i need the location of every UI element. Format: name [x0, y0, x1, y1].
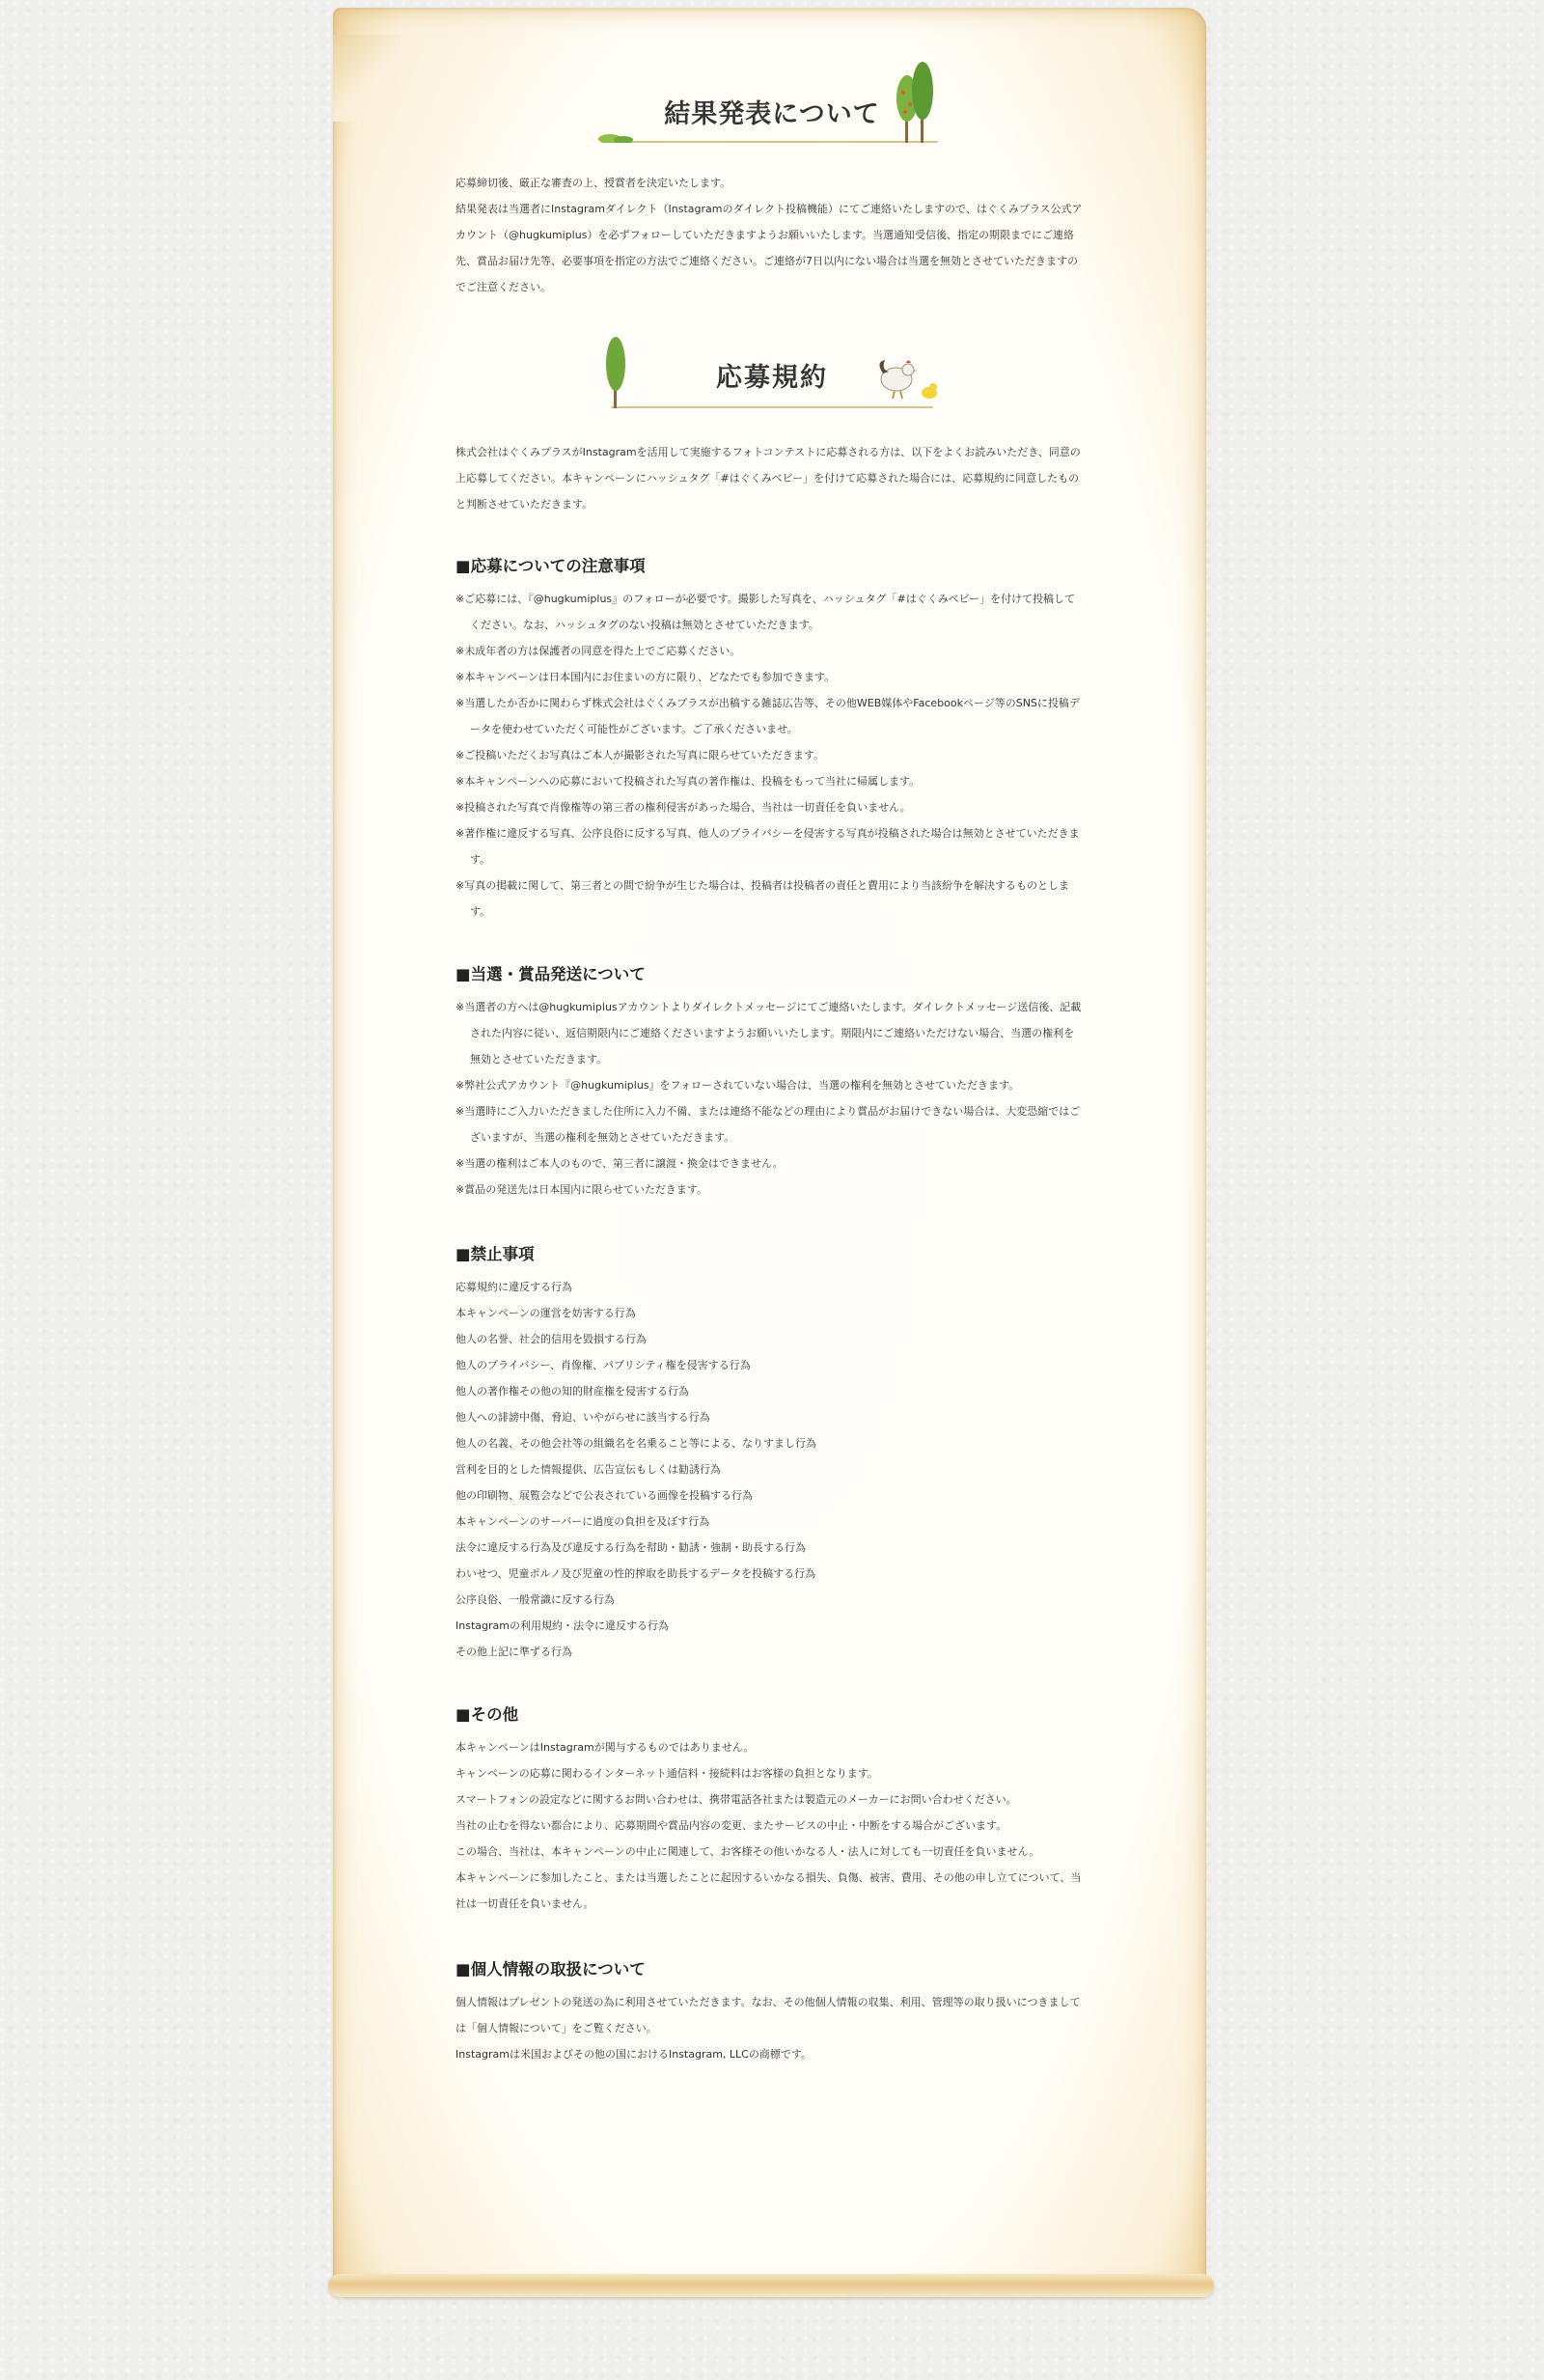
prohibited-item: 法令に違反する行為及び違反する行為を幇助・勧誘・強制・助長する行為	[455, 1541, 806, 1554]
prohibited-item: 他人への誹謗中傷、脅迫、いやがらせに該当する行為	[455, 1411, 710, 1424]
prize-item: ※弊社公式アカウント『@hugkumiplus』をフォローされていない場合は、当選の権利を無効とさせていただきます。	[455, 1079, 1020, 1092]
section-other-title: ■その他	[455, 1705, 519, 1724]
prohibited-item: わいせつ、児童ポルノ及び児童の性的搾取を助長するデータを投稿する行為	[455, 1567, 816, 1580]
note-item: ※著作権に違反する写真、公序良俗に反する写真、他人のプライバシーを侵害する写真が投稿された場合は無効とさせていただきます。	[455, 827, 1080, 866]
prohibited-item: 他人の名義、その他会社等の組織名を名乗ること等による、なりすまし行為	[455, 1437, 816, 1450]
other-item: キャンペーンの応募に関わるインターネット通信料・接続料はお客様の負担となります。	[455, 1767, 878, 1780]
prohibited-item: Instagramの利用規約・法令に違反する行為	[455, 1619, 669, 1632]
privacy-item: 個人情報はプレゼントの発送の為に利用させていただきます。なお、その他個人情報の収集、利用、管理等の取り扱いにつきましては「個人情報について」をご覧ください。	[455, 1996, 1081, 2034]
chicken-icon	[875, 354, 941, 404]
prize-item: ※賞品の発送先は日本国内に限らせていただきます。	[455, 1183, 708, 1196]
other-item: この場合、当社は、本キャンペーンの中止に関連して、お客様その他いかなる人・法人に対しても一切責任を負いません。	[455, 1845, 1040, 1858]
prohibited-item: 他人の著作権その他の知的財産権を侵害する行為	[455, 1385, 689, 1398]
prohibited-item: 公序良俗、一般常識に反する行為	[455, 1593, 615, 1606]
section-prize	[455, 961, 1083, 1203]
prohibited-item: 他人のプライバシー、肖像権、パブリシティ権を侵害する行為	[455, 1359, 751, 1371]
section-notes-title: ■応募についての注意事項	[455, 557, 646, 575]
note-item: ※本キャンペーンへの応募において投稿された写真の著作権は、投稿をもって当社に帰属します。	[455, 775, 921, 788]
results-line-1: 応募締切後、厳正な審査の上、授賞者を決定いたします。	[455, 177, 731, 189]
rules-intro-text: 株式会社はぐくみプラスがInstagramを活用して実施するフォトコンテストに応募される方は、以下をよくお読みいただき、同意の上応募してください。本キャンペーンにハッシュタグ「#はぐくみベビー」を付けて応募された場合には、応募規約に同意したものと判断させていただきます。	[455, 446, 1081, 511]
prohibited-item: 本キャンペーンのサーバーに過度の負担を及ぼす行為	[455, 1515, 710, 1528]
prize-item: ※当選者の方へは@hugkumiplusアカウントよりダイレクトメッセージにてご連絡いたします。ダイレクトメッセージ送信後、記載された内容に従い、返信期限内にご連絡くださいますようお願いいたします。期限内にご連絡いただけない場合、当選の権利を無効とさせていただきます。	[455, 1001, 1082, 1065]
rules-intro	[455, 439, 1083, 517]
note-item: ※投稿された写真で肖像権等の第三者の権利侵害があった場合、当社は一切責任を負いません。	[455, 801, 911, 814]
prohibited-item: 他人の名誉、社会的信用を毀損する行為	[455, 1333, 647, 1345]
note-item: ※未成年者の方は保護者の同意を得た上でご応募ください。	[455, 645, 741, 657]
trees-icon	[894, 60, 936, 147]
privacy-item: Instagramは米国およびその他の国におけるInstagram, LLCの商標です。	[455, 2048, 812, 2061]
prohibited-item: その他上記に準ずる行為	[455, 1646, 572, 1658]
prohibited-item: 営利を目的とした情報提供、広告宣伝もしくは勧誘行為	[455, 1463, 721, 1476]
results-body	[455, 170, 1083, 300]
other-item: 本キャンペーンはInstagramが関与するものではありません。	[455, 1741, 755, 1754]
section-prohibited	[455, 1241, 1083, 1665]
other-item: 本キャンペーンに参加したこと、または当選したことに起因するいかなる損失、負傷、被害、費用、その他の申し立てについて、当社は一切責任を負いません。	[455, 1871, 1082, 1910]
scroll-bottom-roll	[328, 2274, 1214, 2297]
note-item: ※ご応募には、『@hugkumiplus』のフォローが必要です。撮影した写真を、ハッシュタグ「#はぐくみベビー」を付けて投稿してください。なお、ハッシュタグのない投稿は無効とさせていただきます。	[455, 593, 1076, 631]
results-line-2: 結果発表は当選者にInstagramダイレクト（Instagramのダイレクト投稿機能）にてご連絡いたしますので、はぐくみプラス公式アカウント（@hugkumiplus）を必ずフォローしていただきますようお願いいたします。当選通知受信後、指定の期限までにご連絡先、賞品お届け先等、必要事項を指定の方法でご連絡ください。ご連絡が7日以内にない場合は当選を無効とさせていただきますのでご注意ください。	[455, 203, 1083, 293]
section-privacy-title: ■個人情報の取扱について	[455, 1960, 646, 1979]
note-item: ※本キャンペーンは日本国内にお住まいの方に限り、どなたでも参加できます。	[455, 671, 836, 683]
section-prize-title: ■当選・賞品発送について	[455, 965, 646, 983]
other-item: 当社の止むを得ない都合により、応募期間や賞品内容の変更、またサービスの中止・中断をする場合がございます。	[455, 1819, 1007, 1832]
section-notes	[455, 553, 1083, 925]
prohibited-item: 他の印刷物、展覧会などで公表されている画像を投稿する行為	[455, 1489, 753, 1502]
prize-item: ※当選の権利はご本人のもので、第三者に譲渡・換金はできません。	[455, 1157, 784, 1170]
note-item: ※当選したか否かに関わらず株式会社はぐくみプラスが出稿する雑誌広告等、その他WEB媒体やFacebookページ等のSNSに投稿データを使わせていただく可能性がございます。ご了承くださいませ。	[455, 697, 1080, 735]
prize-item: ※当選時にご入力いただきました住所に入力不備、または連絡不能などの理由により賞品がお届けできない場合は、大変恐縮ではございますが、当選の権利を無効とさせていただきます。	[455, 1105, 1081, 1144]
section-prohibited-title: ■禁止事項	[455, 1245, 535, 1263]
other-item: スマートフォンの設定などに関するお問い合わせは、携帯電話各社または製造元のメーカーにお問い合わせください。	[455, 1793, 1017, 1806]
grass-icon	[598, 129, 637, 143]
section-other	[455, 1702, 1083, 1917]
prohibited-item: 本キャンペーンの運営を妨害する行為	[455, 1307, 636, 1319]
prohibited-item: 応募規約に違反する行為	[455, 1281, 572, 1293]
note-item: ※写真の掲載に関して、第三者との間で紛争が生じた場合は、投稿者は投稿者の責任と費用により当該紛争を解決するものとします。	[455, 879, 1069, 918]
section-privacy	[455, 1956, 1083, 2067]
note-item: ※ご投稿いただくお写真はご本人が撮影された写真に限らせていただきます。	[455, 749, 825, 761]
rules-heading	[603, 333, 941, 410]
results-heading	[598, 60, 946, 137]
results-title: 結果発表について	[664, 99, 880, 129]
rules-title: 応募規約	[716, 363, 828, 393]
